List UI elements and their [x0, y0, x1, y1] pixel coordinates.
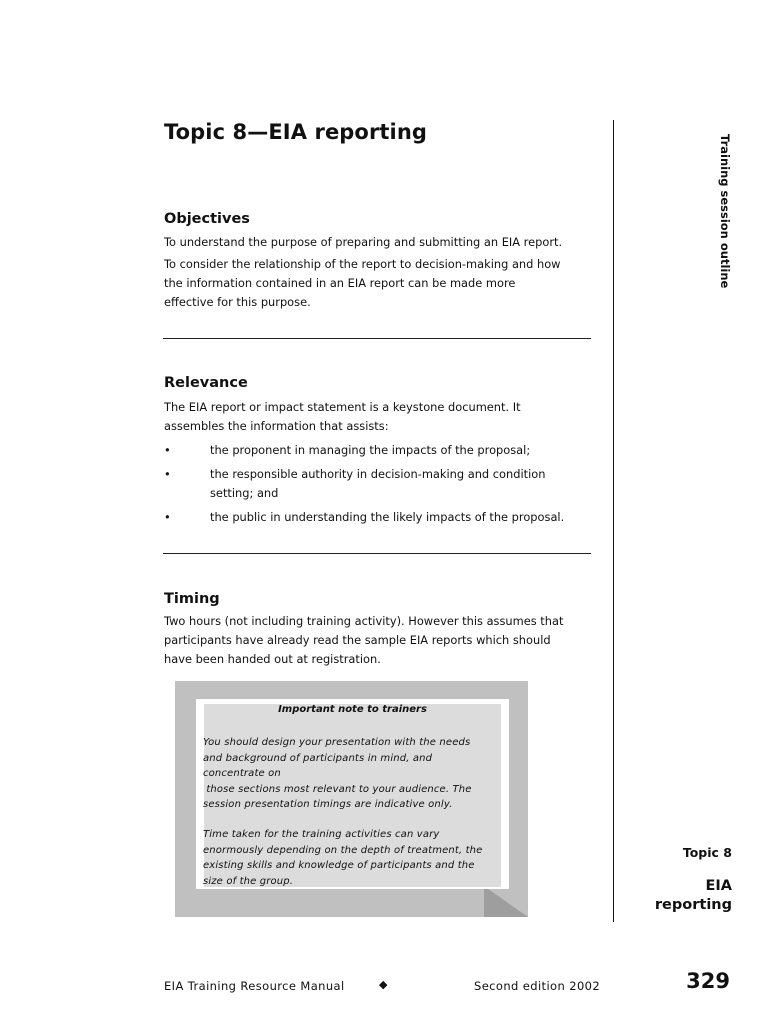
bullet-icon: • [164, 443, 171, 457]
footer-manual-title: EIA Training Resource Manual [164, 979, 345, 993]
diamond-icon: ◆ [379, 978, 388, 991]
relevance-heading: Relevance [164, 375, 248, 391]
objectives-heading: Objectives [164, 211, 250, 227]
objectives-para-1: To understand the purpose of preparing and submitting an EIA report. [164, 235, 563, 249]
note-line: concentrate on [203, 768, 281, 779]
bullet-text: the proponent in managing the impacts of the proposal; [210, 443, 531, 457]
section-divider [163, 338, 591, 339]
timing-line-2: participants have already read the sample EIA reports which should [164, 633, 551, 647]
objectives-text [164, 233, 574, 312]
note-line: session presentation timings are indicative only. [203, 799, 453, 810]
sidebar-divider [613, 120, 614, 922]
objectives-para-2-line-3: effective for this purpose. [164, 295, 311, 309]
section-divider [163, 553, 591, 554]
sidebar-topic-name-line-1: EIA [705, 878, 732, 894]
sidebar-topic-name-line-2: reporting [654, 897, 732, 913]
bullet-text-line-1: the responsible authority in decision-making and condition [210, 467, 546, 481]
footer-edition: Second edition 2002 [474, 979, 601, 993]
note-title: Important note to trainers [278, 704, 427, 715]
side-vertical-label [713, 134, 735, 289]
note-line: existing skills and knowledge of participants and the [203, 860, 475, 871]
relevance-intro [164, 398, 574, 436]
page-number: 329 [686, 969, 730, 993]
note-line: and background of participants in mind, and [203, 752, 433, 764]
bullet-text: the public in understanding the likely impacts of the proposal. [210, 510, 565, 524]
note-paragraph-1 [203, 735, 501, 813]
bullet-icon: • [164, 467, 171, 481]
note-line: size of the group. [203, 875, 294, 887]
note-page-fold [484, 886, 528, 917]
bullet-text [210, 465, 570, 503]
bullet-icon: • [164, 510, 171, 524]
objectives-para-2-line-1: To consider the relationship of the report to decision-making and how [164, 257, 561, 271]
sidebar-topic-number: Topic 8 [682, 845, 732, 860]
objectives-para-2-line-2: the information contained in an EIA report can be made more [164, 276, 516, 290]
relevance-intro-line-1: The EIA report or impact statement is a keystone document. It [164, 400, 521, 414]
relevance-intro-line-2: assembles the information that assists: [164, 419, 389, 433]
note-line: enormously depending on the depth of treatment, the [203, 844, 483, 856]
timing-line-3: have been handed out at registration. [164, 652, 381, 666]
timing-line-1: Two hours (not including training activity). However this assumes that [164, 614, 564, 628]
note-line: Time taken for the training activities can vary [203, 829, 440, 840]
bullet-text-line-2: setting; and [210, 486, 279, 500]
note-line: You should design your presentation with the needs [203, 737, 471, 748]
timing-heading: Timing [164, 591, 220, 607]
note-line: those sections most relevant to your audience. The [203, 783, 472, 795]
timing-text [164, 612, 574, 669]
page-title: Topic 8—EIA reporting [164, 120, 428, 144]
sidebar-topic-name [612, 877, 732, 915]
note-paragraph-2 [203, 827, 501, 889]
side-vertical-label-text: Training session outline [718, 134, 732, 289]
